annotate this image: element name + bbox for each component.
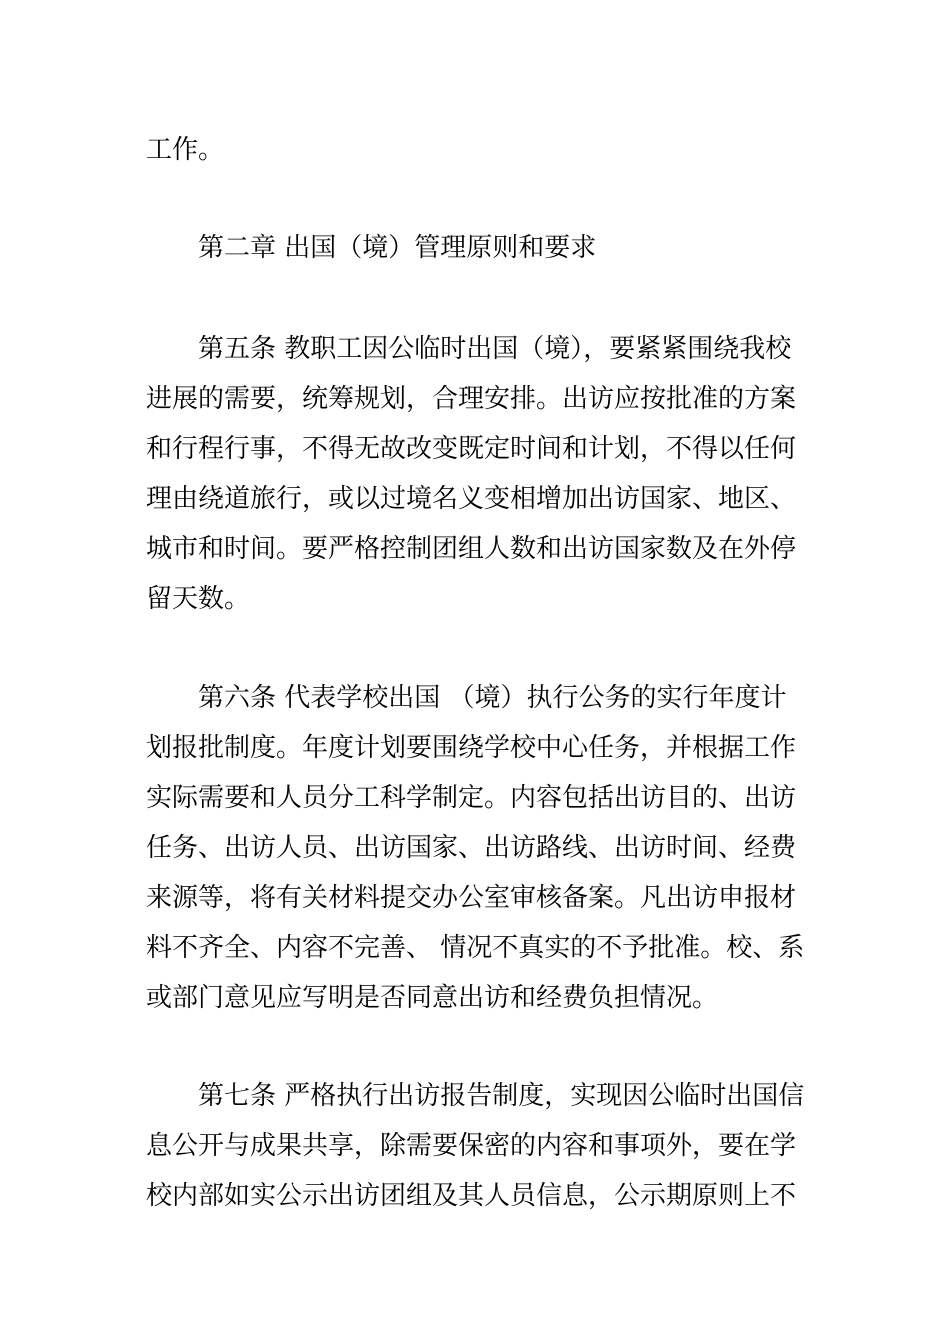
article-6-line-4: 任务、出访人员、出访国家、出访路线、出访时间、经费 [146, 833, 797, 863]
article-6-line-3: 实际需要和人员分工科学制定。内容包括出访目的、出访 [146, 783, 797, 813]
article-7-line-1: 第七条 严格执行出访报告制度，实现因公临时出国信 [198, 1081, 805, 1111]
article-6-line-1: 第六条 代表学校出国 （境）执行公务的实行年度计 [198, 683, 787, 713]
article-6-line-6: 料不齐全、内容不完善、 情况不真实的不予批准。校、系 [146, 933, 805, 963]
article-5-line-4: 理由绕道旅行，或以过境名义变相增加出访国家、地区、 [146, 484, 797, 514]
article-6-line-2: 划报批制度。年度计划要围绕学校中心任务，并根据工作 [146, 733, 797, 763]
article-5-line-6: 留天数。 [146, 584, 251, 614]
article-5-line-1: 第五条 教职工因公临时出国（境），要紧紧围绕我校 [198, 334, 792, 364]
article-5-line-5: 城市和时间。要严格控制团组人数和出访国家数及在外停 [146, 534, 797, 564]
text-line: 工作。 [146, 135, 225, 165]
article-7-line-3: 校内部如实公示出访团组及其人员信息，公示期原则上不 [146, 1181, 797, 1211]
article-6-line-7: 或部门意见应写明是否同意出访和经费负担情况。 [146, 983, 719, 1013]
article-6-line-5: 来源等，将有关材料提交办公室审核备案。凡出访申报材 [146, 883, 797, 913]
article-5-line-2: 进展的需要，统筹规划，合理安排。出访应按批准的方案 [146, 384, 797, 414]
article-7-line-2: 息公开与成果共享，除需要保密的内容和事项外，要在学 [146, 1131, 797, 1161]
chapter-heading: 第二章 出国（境）管理原则和要求 [198, 233, 597, 263]
article-5-line-3: 和行程行事，不得无故改变既定时间和计划，不得以任何 [146, 434, 797, 464]
